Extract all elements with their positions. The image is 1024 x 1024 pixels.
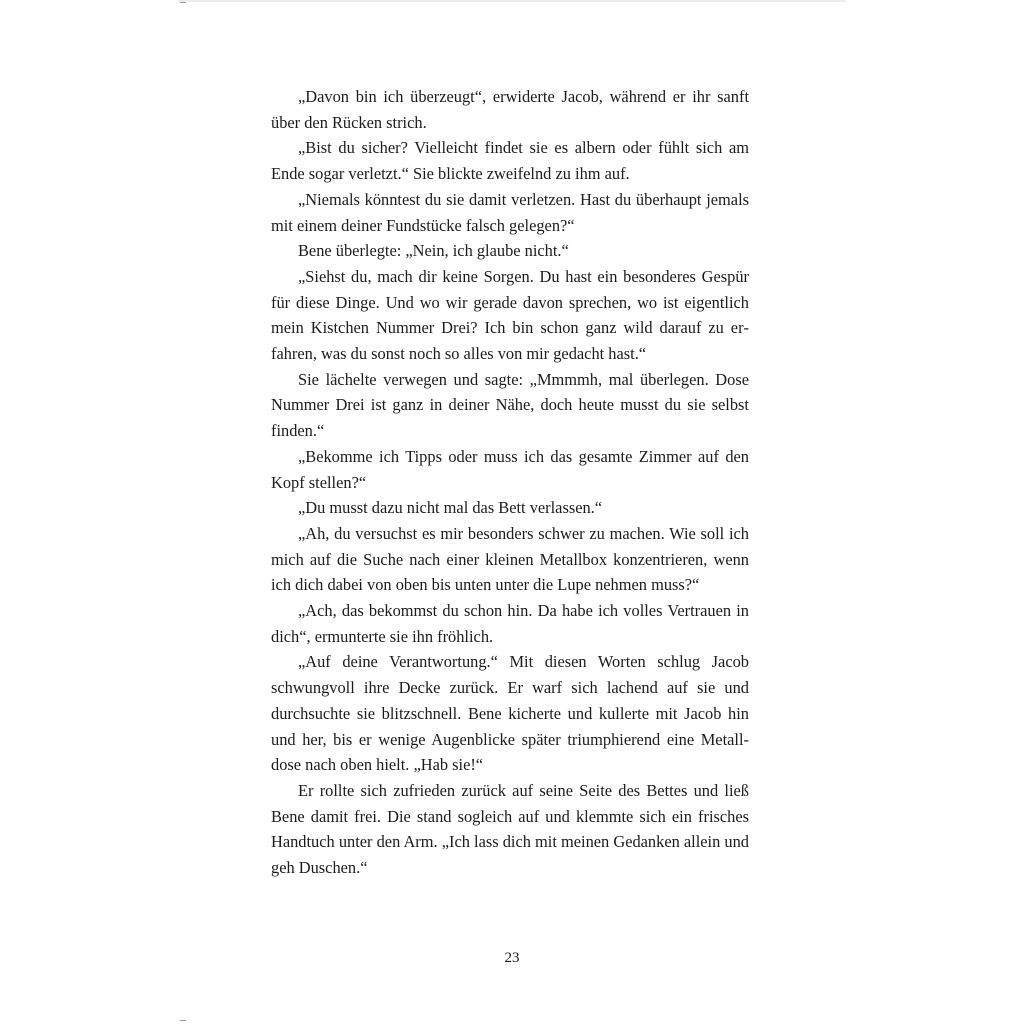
paragraph: „Davon bin ich überzeugt“, erwiderte Jacob, während er ihr sanft über den Rücken strich. (271, 87, 749, 132)
paragraph: „Niemals könntest du sie damit verletzen. Hast du überhaupt jemals mit einem deiner Fundstücke falsch gelegen?“ (271, 189, 749, 235)
paragraph: Sie lächelte verwegen und sagte: „Mmmmh, mal überlegen. Dose Nummer Drei ist ganz in deiner Nähe, doch heute musst du sie selbst finden.“ (271, 369, 749, 441)
crop-mark-bottom (180, 1020, 186, 1021)
crop-mark-top (180, 2, 186, 3)
body-text (271, 84, 749, 881)
paragraph: Bene überlegte: „Nein, ich glaube nicht.“ (298, 241, 569, 261)
paragraph: Er rollte sich zufrieden zurück auf seine Seite des Bettes und ließ Bene damit frei. Die stand sogleich auf und klemmte sich ein frisches Handtuch unter den Arm. „Ich lass dich mit meinen Gedanken allein und geh Duschen.“ (271, 780, 749, 878)
page-number: 23 (504, 950, 520, 966)
paragraph: „Siehst du, mach dir keine Sorgen. Du hast ein besonderes Gespür für diese Dinge. Und wo wir gerade davon sprechen, wo ist eigentlich mein Kistchen Nummer Drei? Ich bin schon ganz wild darauf zu erfahren, was du sonst noch so alles von mir gedacht hast.“ (271, 266, 749, 364)
paragraph: „Ah, du versuchst es mir besonders schwer zu machen. Wie soll ich mich auf die Suche nach einer kleinen Metallbox konzentrieren, wenn ich dich dabei von oben bis unten unter die Lupe nehmen muss?“ (271, 523, 749, 595)
paragraph: „Bekomme ich Tipps oder muss ich das gesamte Zimmer auf den Kopf stellen?“ (271, 446, 749, 492)
paragraph: „Du musst dazu nicht mal das Bett verlassen.“ (298, 498, 603, 518)
paragraph: „Auf deine Verantwortung.“ Mit diesen Worten schlug Jacob schwungvoll ihre Decke zurück. Er warf sich lachend auf sie und durchsuchte sie blitzschnell. Bene kicherte und kullerte mit Jacob hin und her, bis er wenige Augenblicke später triumphierend eine Metalldose nach oben hielt. „Hab sie!“ (271, 652, 749, 775)
paragraph: „Ach, das bekommst du schon hin. Da habe ich volles Vertrauen in dich“, ermunterte sie ihn fröhlich. (271, 601, 749, 646)
top-edge-rule (178, 0, 846, 2)
paragraph: „Bist du sicher? Vielleicht findet sie es albern oder fühlt sich am Ende sogar verletzt.“ Sie blickte zweifelnd zu ihm auf. (271, 138, 749, 184)
